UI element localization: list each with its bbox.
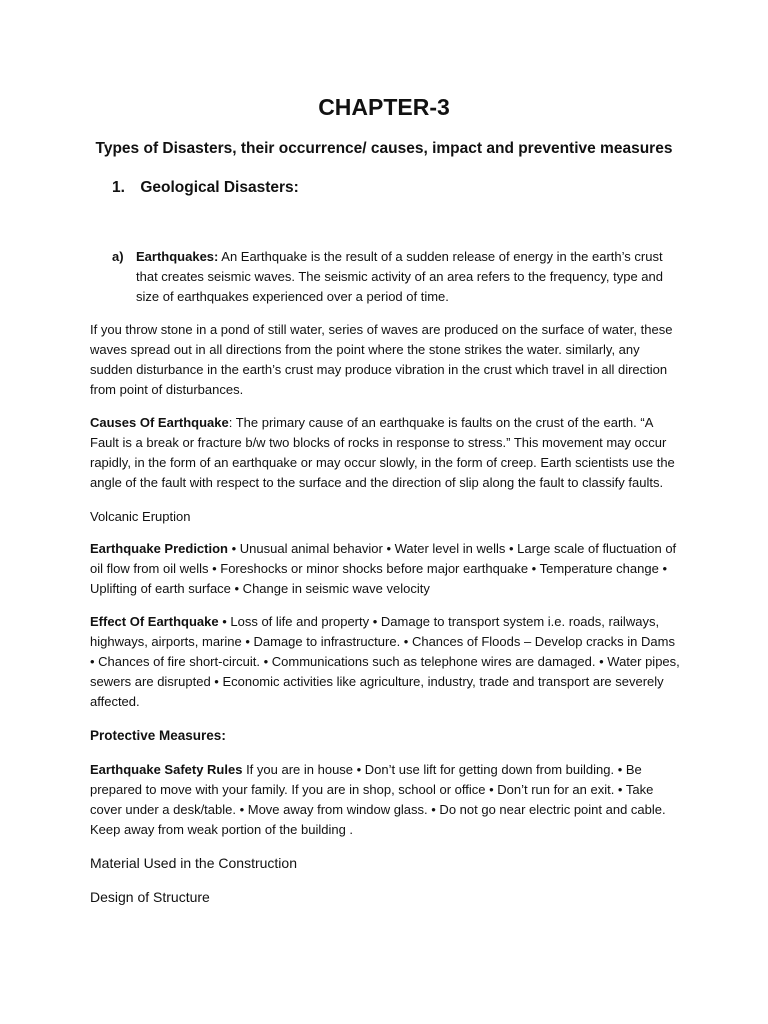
list-marker-a: a) bbox=[112, 249, 124, 264]
protective-measures-heading: Protective Measures: bbox=[90, 728, 226, 743]
safety-rules-label: Earthquake Safety Rules bbox=[90, 762, 243, 777]
section-heading bbox=[112, 179, 299, 197]
safety-rules-paragraph bbox=[90, 760, 680, 840]
prediction-text: • Unusual animal behavior • Water level in wells • Large scale of fluctuation of oil flow from oil wells • Foreshocks or minor shocks before major earthquake • Temperature change • Uplifting of earth surface • Change in seismic wave velocity bbox=[90, 541, 677, 596]
effect-text: • Loss of life and property • Damage to transport system i.e. roads, railways, highways, airports, marine • Damage to infrastructure. • Chances of Floods – Develop cracks in Dams • Chances of fire short-circuit. • Communications such as telephone wires are damaged. • Water pipes, sewers are disrupted • Economic activities like agriculture, industry, trade and transport are severely affected. bbox=[90, 614, 680, 709]
stone-paragraph: If you throw stone in a pond of still water, series of waves are produced on the surface of water, these waves spread out in all directions from the point where the stone strikes the water. similarly, any sudden disturbance in the earth’s crust may produce vibration in the crust which travel in all direction from point of disturbances. bbox=[90, 322, 673, 397]
prediction-paragraph bbox=[90, 539, 680, 599]
effect-paragraph bbox=[90, 612, 680, 712]
volcanic-eruption-line: Volcanic Eruption bbox=[90, 509, 191, 524]
design-line: Design of Structure bbox=[90, 889, 210, 905]
section-heading-text: Geological Disasters: bbox=[140, 179, 299, 196]
chapter-subtitle: Types of Disasters, their occurrence/ causes, impact and preventive measures bbox=[95, 140, 673, 157]
safety-rules-text: If you are in house • Don’t use lift for getting down from building. • Be prepared to move with your family. If you are in shop, school or office • Don’t run for an exit. • Take cover under a desk/table. • Move away from window glass. • Do not go near electric point and cable. Keep away from weak portion of the building . bbox=[90, 762, 666, 837]
material-line: Material Used in the Construction bbox=[90, 855, 297, 871]
section-number: 1. bbox=[112, 179, 125, 196]
earthquakes-paragraph bbox=[136, 247, 684, 307]
causes-text: : The primary cause of an earthquake is faults on the crust of the earth. “A Fault is a break or fracture b/w two blocks of rocks in response to stress.” This movement may occur rapidly, in the form of an earthquake or may occur slowly, in the form of creep. Earth scientists use the angle of the fault with respect to the surface and the direction of slip along the fault to classify faults. bbox=[90, 415, 675, 490]
effect-label: Effect Of Earthquake bbox=[90, 614, 219, 629]
causes-paragraph bbox=[90, 413, 680, 493]
causes-label: Causes Of Earthquake bbox=[90, 415, 229, 430]
chapter-title: CHAPTER-3 bbox=[318, 94, 450, 120]
prediction-label: Earthquake Prediction bbox=[90, 541, 228, 556]
earthquakes-text: An Earthquake is the result of a sudden release of energy in the earth’s crust that creates seismic waves. The seismic activity of an area refers to the frequency, type and size of earthquakes experienced over a period of time. bbox=[136, 249, 663, 304]
earthquakes-label: Earthquakes: bbox=[136, 249, 219, 264]
